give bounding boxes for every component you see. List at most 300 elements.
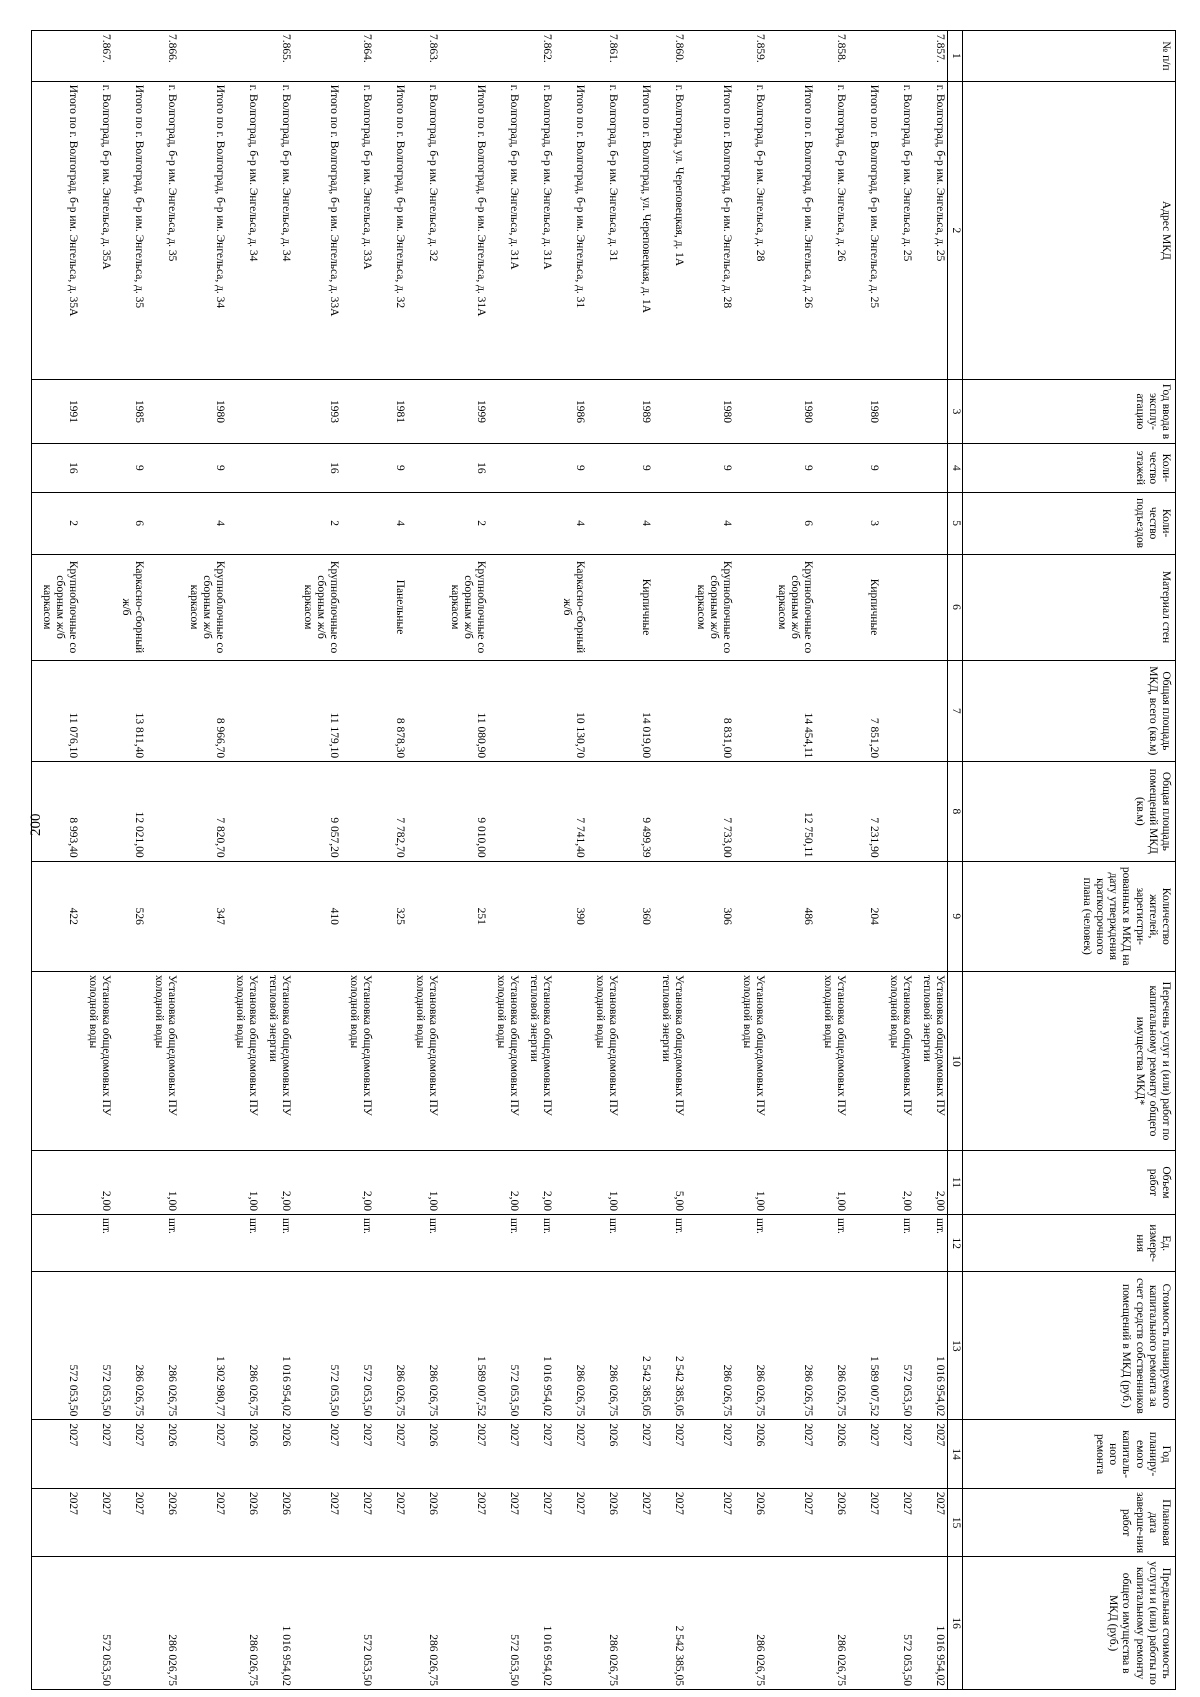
cell-wall-material: Крупноблочные со сборным ж/б каркасом: [179, 554, 227, 660]
cell-completion-year: 2027: [848, 1488, 881, 1556]
cell-work-volume: [179, 1150, 227, 1214]
cell-cost-limit: [113, 1557, 146, 1690]
cell-premises-area: [260, 762, 293, 861]
cell-residents: [734, 861, 767, 971]
cell-completion-year: 2027: [686, 1488, 734, 1556]
cell-total-area: [881, 660, 914, 762]
cell-wall-material: [653, 554, 686, 660]
cell-total-area: [653, 660, 686, 762]
cell-residents: 526: [113, 861, 146, 971]
cell-total-area: 11 076,10: [32, 660, 81, 762]
cell-entrances: [260, 492, 293, 554]
cell-residents: [653, 861, 686, 971]
cell-residents: [587, 861, 620, 971]
cell-year-built: 1980: [848, 380, 881, 444]
cell-floors: [881, 444, 914, 493]
table-row: [881, 31, 914, 1690]
cell-total-area: [734, 660, 767, 762]
cell-cost-limit: 572 053,50: [881, 1557, 914, 1690]
cell-planned-year: 2027: [374, 1420, 407, 1488]
cell-year-built: 1981: [374, 380, 407, 444]
cell-planned-year: 2027: [80, 1420, 113, 1488]
cell-cost-limit: 572 053,50: [488, 1557, 521, 1690]
cell-cost-limit: [32, 1557, 81, 1690]
cell-address: г. Волгоград, б-р им. Энгельса, д. 25: [881, 81, 914, 379]
cell-floors: 9: [554, 444, 587, 493]
cell-row-number: [620, 31, 653, 82]
cell-total-area: 11 179,10: [293, 660, 341, 762]
cell-repair-cost: 286 026,75: [554, 1272, 587, 1420]
cell-work-volume: 1,00: [146, 1150, 179, 1214]
cell-premises-area: [227, 762, 260, 861]
cell-unit: шт.: [488, 1214, 521, 1271]
cell-work-volume: [767, 1150, 815, 1214]
cell-entrances: [146, 492, 179, 554]
table-row: [587, 31, 620, 1690]
cell-planned-year: 2026: [734, 1420, 767, 1488]
cell-entrances: 4: [686, 492, 734, 554]
cell-address: г. Волгоград, б-р им. Энгельса, д. 32: [407, 81, 440, 379]
cell-wall-material: [80, 554, 113, 660]
cell-residents: [146, 861, 179, 971]
cell-work-volume: [113, 1150, 146, 1214]
cell-wall-material: Крупноблочные со сборным ж/б каркасом: [767, 554, 815, 660]
column-header-5: Коли-чество подъездов: [963, 492, 1176, 554]
cell-repair-cost: 2 542 385,05: [620, 1272, 653, 1420]
cell-entrances: [488, 492, 521, 554]
cell-entrances: 6: [113, 492, 146, 554]
cell-work-description: [554, 972, 587, 1151]
cell-year-built: 1991: [32, 380, 81, 444]
cell-completion-year: 2027: [653, 1488, 686, 1556]
cell-floors: [341, 444, 374, 493]
cell-residents: 410: [293, 861, 341, 971]
cell-total-area: [815, 660, 848, 762]
cell-row-number: 7.862.: [521, 31, 554, 82]
cell-address: г. Волгоград, б-р им. Энгельса, д. 31А: [488, 81, 521, 379]
cell-planned-year: 2027: [341, 1420, 374, 1488]
cell-cost-limit: [848, 1557, 881, 1690]
cell-repair-cost: 286 026,75: [587, 1272, 620, 1420]
cell-floors: [914, 444, 948, 493]
cell-unit: [32, 1214, 81, 1271]
cell-completion-year: 2027: [767, 1488, 815, 1556]
column-header-11: Объем работ: [963, 1150, 1176, 1214]
table-row: [80, 31, 113, 1690]
cell-work-description: Установка общедомовых ПУ тепловой энергии: [521, 972, 554, 1151]
cell-residents: [341, 861, 374, 971]
cell-residents: [815, 861, 848, 971]
cell-entrances: 2: [440, 492, 488, 554]
cell-work-volume: 1,00: [227, 1150, 260, 1214]
cell-repair-cost: 572 053,50: [881, 1272, 914, 1420]
column-number-9: 9: [948, 861, 963, 971]
cell-year-built: [653, 380, 686, 444]
cell-completion-year: 2026: [146, 1488, 179, 1556]
cell-address: г. Волгоград, б-р им. Энгельса, д. 34: [260, 81, 293, 379]
column-number-10: 10: [948, 972, 963, 1151]
cell-floors: 9: [767, 444, 815, 493]
cell-premises-area: 7 782,70: [374, 762, 407, 861]
cell-total-area: 7 851,20: [848, 660, 881, 762]
cell-repair-cost: 286 026,75: [767, 1272, 815, 1420]
cell-completion-year: 2027: [914, 1488, 948, 1556]
column-header-3: Год ввода в эксплу-атацию: [963, 380, 1176, 444]
table-row: [734, 31, 767, 1690]
column-header-12: Ед. измере-ния: [963, 1214, 1176, 1271]
cell-unit: шт.: [341, 1214, 374, 1271]
column-number-14: 14: [948, 1420, 963, 1488]
table-row: [260, 31, 293, 1690]
cell-unit: шт.: [653, 1214, 686, 1271]
cell-completion-year: 2027: [620, 1488, 653, 1556]
cell-total-area: [146, 660, 179, 762]
cell-work-volume: 2,00: [914, 1150, 948, 1214]
cell-total-area: 14 019,00: [620, 660, 653, 762]
cell-work-description: [293, 972, 341, 1151]
column-header-16: Предельная стоимость услуги и (или) работы по капитальному ремонту общего имущества в МКД (руб.): [963, 1557, 1176, 1690]
cell-row-number: [848, 31, 881, 82]
cell-residents: 204: [848, 861, 881, 971]
column-header-2: Адрес МКД: [963, 81, 1176, 379]
cell-year-built: 1980: [767, 380, 815, 444]
cell-repair-cost: 286 026,75: [734, 1272, 767, 1420]
table-row: [407, 31, 440, 1690]
table-row: [848, 31, 881, 1690]
cell-completion-year: 2027: [374, 1488, 407, 1556]
cell-total-area: 14 454,11: [767, 660, 815, 762]
cell-cost-limit: 1 016 954,02: [521, 1557, 554, 1690]
cell-unit: [767, 1214, 815, 1271]
repair-plan-table-wrapper: [40, 30, 1176, 1690]
cell-work-volume: 2,00: [80, 1150, 113, 1214]
cell-year-built: [341, 380, 374, 444]
cell-residents: 360: [620, 861, 653, 971]
cell-cost-limit: 286 026,75: [587, 1557, 620, 1690]
cell-total-area: [407, 660, 440, 762]
cell-row-number: [374, 31, 407, 82]
cell-row-number: 7.858.: [815, 31, 848, 82]
cell-completion-year: 2027: [881, 1488, 914, 1556]
cell-row-number: 7.857.: [914, 31, 948, 82]
table-row: [686, 31, 734, 1690]
cell-work-description: Установка общедомовых ПУ холодной воды: [146, 972, 179, 1151]
table-row: [179, 31, 227, 1690]
cell-unit: шт.: [587, 1214, 620, 1271]
cell-work-description: [686, 972, 734, 1151]
cell-premises-area: [734, 762, 767, 861]
cell-entrances: [587, 492, 620, 554]
repair-plan-table: [31, 30, 1176, 1690]
cell-year-built: 1993: [293, 380, 341, 444]
cell-repair-cost: 286 026,75: [374, 1272, 407, 1420]
cell-work-volume: 2,00: [488, 1150, 521, 1214]
cell-work-volume: 2,00: [341, 1150, 374, 1214]
table-column-numbers-row: [948, 31, 963, 1690]
cell-premises-area: [914, 762, 948, 861]
cell-completion-year: 2027: [32, 1488, 81, 1556]
cell-floors: 9: [113, 444, 146, 493]
column-header-1: № п/п: [963, 31, 1176, 82]
column-number-15: 15: [948, 1488, 963, 1556]
cell-cost-limit: 286 026,75: [407, 1557, 440, 1690]
cell-wall-material: [146, 554, 179, 660]
table-row: [293, 31, 341, 1690]
column-header-15: Плановая дата заверше-ния работ: [963, 1488, 1176, 1556]
cell-planned-year: 2027: [293, 1420, 341, 1488]
cell-repair-cost: 286 026,75: [227, 1272, 260, 1420]
cell-entrances: 3: [848, 492, 881, 554]
cell-work-volume: 1,00: [734, 1150, 767, 1214]
cell-work-volume: [32, 1150, 81, 1214]
cell-address: Итого по г. Волгоград, б-р им. Энгельса, д. 31А: [440, 81, 488, 379]
cell-residents: [488, 861, 521, 971]
column-header-6: Материал стен: [963, 554, 1176, 660]
cell-repair-cost: 1 016 954,02: [521, 1272, 554, 1420]
cell-wall-material: [734, 554, 767, 660]
cell-row-number: [881, 31, 914, 82]
cell-completion-year: 2027: [179, 1488, 227, 1556]
cell-work-description: Установка общедомовых ПУ холодной воды: [734, 972, 767, 1151]
table-row: [32, 31, 81, 1690]
cell-row-number: [554, 31, 587, 82]
table-row: [113, 31, 146, 1690]
cell-year-built: [815, 380, 848, 444]
cell-floors: [488, 444, 521, 493]
table-row: [146, 31, 179, 1690]
column-number-16: 16: [948, 1557, 963, 1690]
column-number-5: 5: [948, 492, 963, 554]
cell-planned-year: 2026: [587, 1420, 620, 1488]
cell-work-description: Установка общедомовых ПУ холодной воды: [227, 972, 260, 1151]
cell-entrances: [341, 492, 374, 554]
cell-year-built: [914, 380, 948, 444]
cell-wall-material: [881, 554, 914, 660]
cell-planned-year: 2027: [32, 1420, 81, 1488]
cell-floors: [227, 444, 260, 493]
cell-work-volume: [554, 1150, 587, 1214]
table-row: [815, 31, 848, 1690]
cell-work-volume: 5,00: [653, 1150, 686, 1214]
column-header-9: Количество жителей, зарегистри-рованных в МКД на дату утверждения краткосрочного плана (человек): [963, 861, 1176, 971]
cell-row-number: [293, 31, 341, 82]
cell-year-built: 1986: [554, 380, 587, 444]
cell-floors: 9: [848, 444, 881, 493]
cell-work-volume: [620, 1150, 653, 1214]
cell-residents: [914, 861, 948, 971]
cell-row-number: [440, 31, 488, 82]
cell-repair-cost: 1 589 007,52: [848, 1272, 881, 1420]
cell-residents: [80, 861, 113, 971]
cell-work-volume: 1,00: [815, 1150, 848, 1214]
cell-year-built: [260, 380, 293, 444]
cell-year-built: 1980: [179, 380, 227, 444]
cell-residents: 486: [767, 861, 815, 971]
cell-address: Итого по г. Волгоград, б-р им. Энгельса, д. 32: [374, 81, 407, 379]
cell-wall-material: [341, 554, 374, 660]
cell-planned-year: 2026: [227, 1420, 260, 1488]
cell-work-description: Установка общедомовых ПУ холодной воды: [80, 972, 113, 1151]
cell-work-description: Установка общедомовых ПУ холодной воды: [407, 972, 440, 1151]
cell-year-built: [146, 380, 179, 444]
cell-completion-year: 2027: [488, 1488, 521, 1556]
cell-address: Итого по г. Волгоград, б-р им. Энгельса, д. 25: [848, 81, 881, 379]
cell-row-number: [227, 31, 260, 82]
cell-premises-area: 12 750,11: [767, 762, 815, 861]
cell-repair-cost: 572 053,50: [293, 1272, 341, 1420]
cell-unit: [440, 1214, 488, 1271]
cell-cost-limit: [179, 1557, 227, 1690]
cell-repair-cost: 286 026,75: [407, 1272, 440, 1420]
cell-cost-limit: [374, 1557, 407, 1690]
cell-row-number: 7.863.: [407, 31, 440, 82]
table-row: [653, 31, 686, 1690]
cell-total-area: 11 080,90: [440, 660, 488, 762]
cell-entrances: 4: [554, 492, 587, 554]
cell-premises-area: [341, 762, 374, 861]
cell-wall-material: Крупноблочные со сборным ж/б каркасом: [686, 554, 734, 660]
cell-planned-year: 2027: [179, 1420, 227, 1488]
cell-repair-cost: 1 302 980,77: [179, 1272, 227, 1420]
table-row: [554, 31, 587, 1690]
cell-planned-year: 2027: [488, 1420, 521, 1488]
cell-wall-material: [587, 554, 620, 660]
cell-row-number: 7.861.: [587, 31, 620, 82]
cell-address: г. Волгоград, ул. Череповецкая, д. 1А: [653, 81, 686, 379]
cell-work-volume: [686, 1150, 734, 1214]
cell-premises-area: [407, 762, 440, 861]
cell-wall-material: Крупноблочные со сборным ж/б каркасом: [32, 554, 81, 660]
column-number-4: 4: [948, 444, 963, 493]
cell-premises-area: [653, 762, 686, 861]
cell-completion-year: 2026: [734, 1488, 767, 1556]
cell-completion-year: 2026: [587, 1488, 620, 1556]
cell-planned-year: 2027: [881, 1420, 914, 1488]
column-header-13: Стоимость планируемого капитального ремонта за счет средств собственников помещений в МКД (руб.): [963, 1272, 1176, 1420]
cell-cost-limit: [440, 1557, 488, 1690]
cell-entrances: [653, 492, 686, 554]
cell-year-built: [734, 380, 767, 444]
cell-residents: [881, 861, 914, 971]
cell-floors: 16: [440, 444, 488, 493]
cell-row-number: 7.864.: [341, 31, 374, 82]
table-row: [914, 31, 948, 1690]
cell-premises-area: [521, 762, 554, 861]
cell-total-area: 8 878,30: [374, 660, 407, 762]
cell-address: Итого по г. Волгоград, б-р им. Энгельса, д. 33А: [293, 81, 341, 379]
cell-row-number: 7.866.: [146, 31, 179, 82]
cell-work-volume: [440, 1150, 488, 1214]
cell-cost-limit: 1 016 954,02: [260, 1557, 293, 1690]
cell-completion-year: 2027: [341, 1488, 374, 1556]
cell-work-description: [113, 972, 146, 1151]
cell-work-description: Установка общедомовых ПУ тепловой энергии: [653, 972, 686, 1151]
cell-row-number: 7.865.: [260, 31, 293, 82]
cell-work-volume: 1,00: [407, 1150, 440, 1214]
cell-planned-year: 2027: [113, 1420, 146, 1488]
cell-address: г. Волгоград, б-р им. Энгельса, д. 35А: [80, 81, 113, 379]
table-row: [341, 31, 374, 1690]
cell-work-description: [620, 972, 653, 1151]
column-number-1: 1: [948, 31, 963, 82]
cell-completion-year: 2027: [293, 1488, 341, 1556]
cell-wall-material: Панельные: [374, 554, 407, 660]
cell-cost-limit: [686, 1557, 734, 1690]
cell-total-area: 8 966,70: [179, 660, 227, 762]
cell-premises-area: [146, 762, 179, 861]
cell-wall-material: [914, 554, 948, 660]
table-row: [227, 31, 260, 1690]
cell-entrances: 4: [374, 492, 407, 554]
cell-address: г. Волгоград, б-р им. Энгельса, д. 26: [815, 81, 848, 379]
cell-residents: 390: [554, 861, 587, 971]
cell-unit: [848, 1214, 881, 1271]
cell-unit: шт.: [80, 1214, 113, 1271]
cell-unit: [374, 1214, 407, 1271]
cell-row-number: 7.860.: [653, 31, 686, 82]
cell-work-description: [32, 972, 81, 1151]
cell-address: Итого по г. Волгоград, б-р им. Энгельса, д. 34: [179, 81, 227, 379]
cell-cost-limit: 286 026,75: [227, 1557, 260, 1690]
cell-entrances: 2: [293, 492, 341, 554]
cell-wall-material: Каркасно-сборный ж/б: [554, 554, 587, 660]
cell-total-area: [488, 660, 521, 762]
cell-work-volume: [848, 1150, 881, 1214]
cell-unit: [113, 1214, 146, 1271]
cell-total-area: [341, 660, 374, 762]
cell-cost-limit: [293, 1557, 341, 1690]
cell-floors: [587, 444, 620, 493]
cell-residents: [227, 861, 260, 971]
cell-planned-year: 2026: [260, 1420, 293, 1488]
cell-total-area: [914, 660, 948, 762]
cell-repair-cost: 572 053,50: [80, 1272, 113, 1420]
cell-year-built: [587, 380, 620, 444]
cell-entrances: 4: [179, 492, 227, 554]
table-header-row: [963, 31, 1176, 1690]
cell-completion-year: 2027: [80, 1488, 113, 1556]
cell-planned-year: 2027: [848, 1420, 881, 1488]
cell-unit: [686, 1214, 734, 1271]
cell-work-volume: [374, 1150, 407, 1214]
cell-address: Итого по г. Волгоград, б-р им. Энгельса, д. 31: [554, 81, 587, 379]
cell-unit: шт.: [260, 1214, 293, 1271]
column-header-8: Общая площадь помещений МКД (кв.м): [963, 762, 1176, 861]
cell-wall-material: Крупноблочные со сборным ж/б каркасом: [293, 554, 341, 660]
cell-row-number: 7.867.: [80, 31, 113, 82]
cell-year-built: [488, 380, 521, 444]
cell-repair-cost: 572 053,50: [341, 1272, 374, 1420]
cell-floors: [146, 444, 179, 493]
cell-completion-year: 2026: [260, 1488, 293, 1556]
cell-wall-material: [521, 554, 554, 660]
cell-work-volume: [293, 1150, 341, 1214]
cell-premises-area: 9 499,39: [620, 762, 653, 861]
cell-unit: шт.: [881, 1214, 914, 1271]
cell-repair-cost: 572 053,50: [488, 1272, 521, 1420]
column-number-7: 7: [948, 660, 963, 762]
cell-work-description: [374, 972, 407, 1151]
cell-wall-material: [260, 554, 293, 660]
cell-address: Итого по г. Волгоград, б-р им. Энгельса, д. 35А: [32, 81, 81, 379]
cell-wall-material: Каркасно-сборный ж/б: [113, 554, 146, 660]
cell-repair-cost: 286 026,75: [146, 1272, 179, 1420]
cell-premises-area: 7 733,00: [686, 762, 734, 861]
cell-cost-limit: 1 016 954,02: [914, 1557, 948, 1690]
cell-work-description: Установка общедомовых ПУ холодной воды: [341, 972, 374, 1151]
cell-completion-year: 2027: [554, 1488, 587, 1556]
cell-year-built: [227, 380, 260, 444]
